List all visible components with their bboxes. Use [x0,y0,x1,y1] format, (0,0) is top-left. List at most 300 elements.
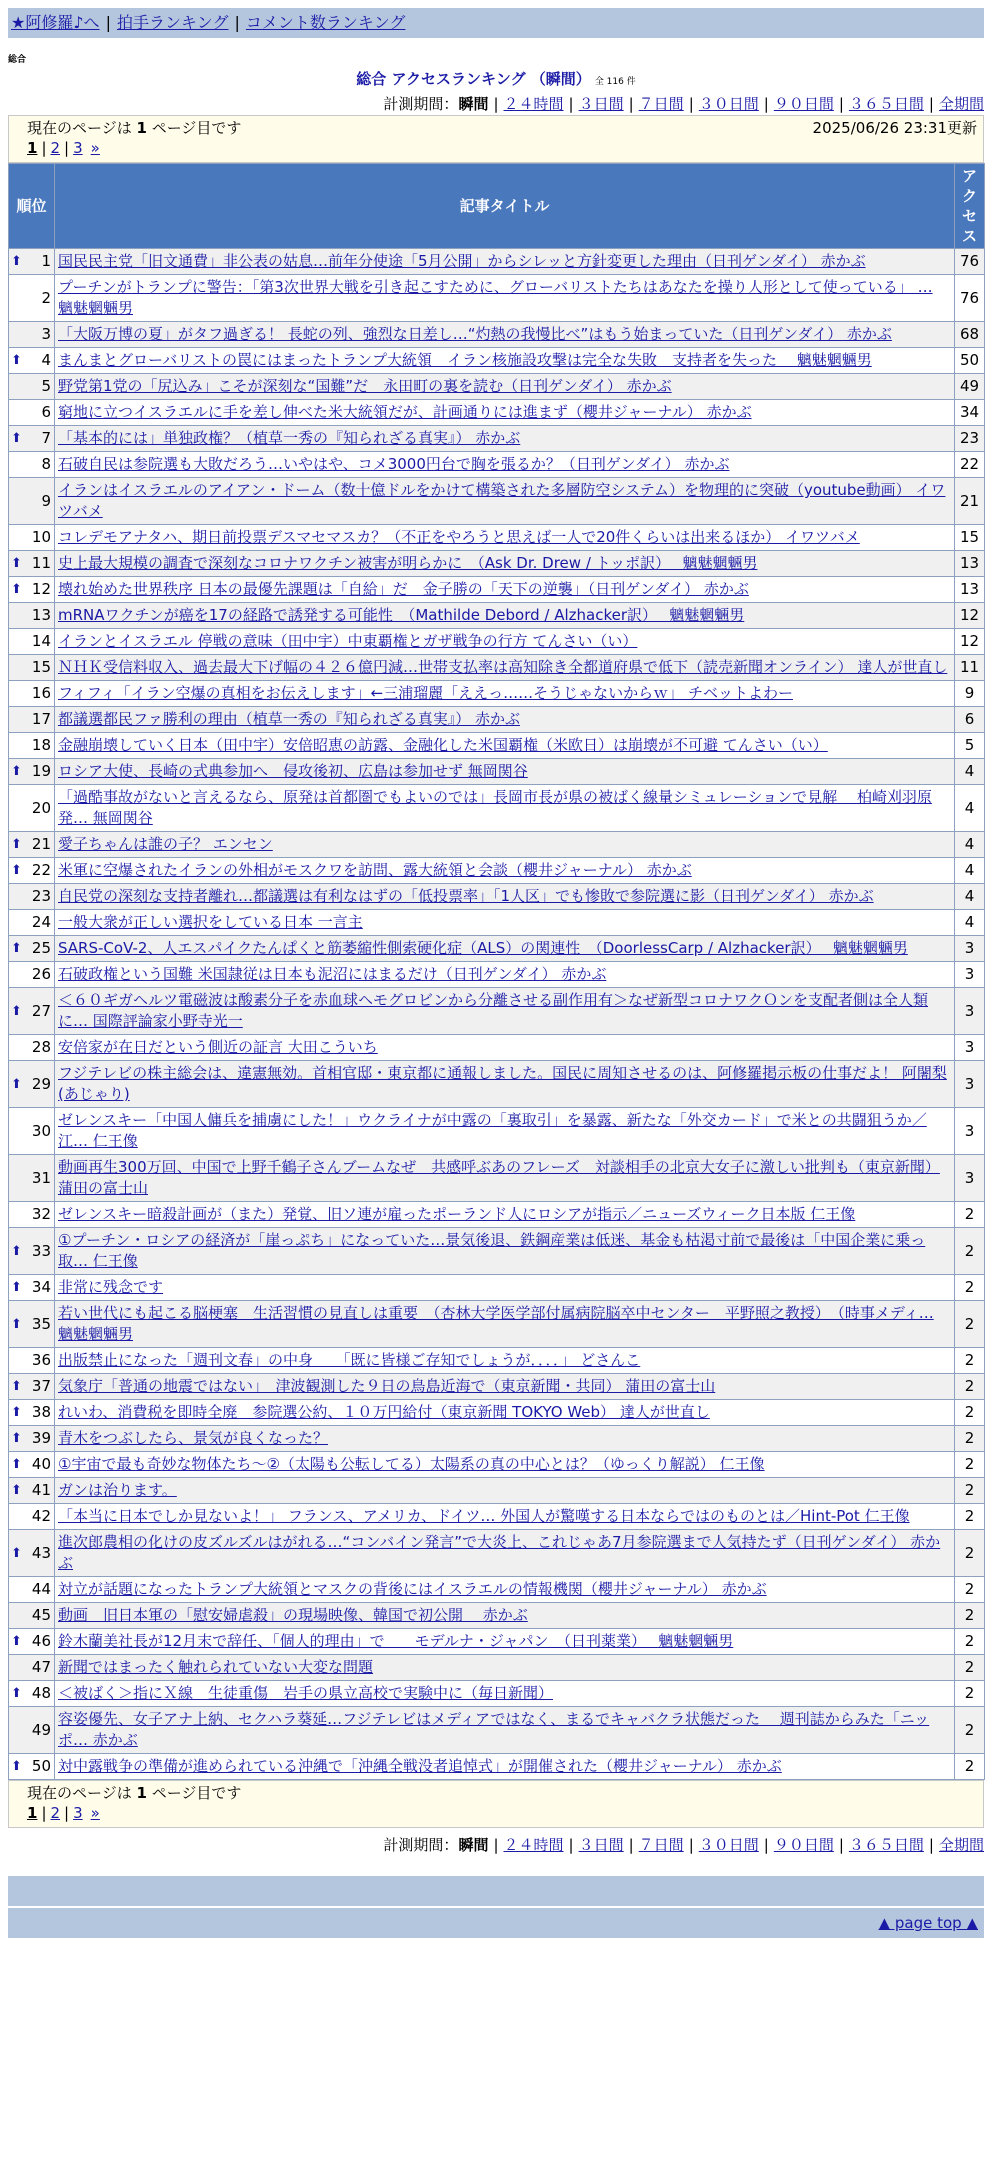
access-count: 9 [955,681,985,707]
title-cell [55,603,955,629]
article-title-link[interactable]: 非常に残念です [58,1278,164,1296]
table-row [9,1504,985,1530]
title-cell [55,525,955,551]
access-count: 4 [955,759,985,785]
title-cell [55,1275,955,1301]
rank-up-arrow-icon: ⬆ [11,1431,22,1446]
current-page-number: 1 [136,119,147,137]
article-title-link[interactable]: 動画 旧日本軍の「慰安婦虐殺」の現場映像、韓国で初公開 赤かぶ [58,1606,528,1624]
table-row [9,1275,985,1301]
period-current: 瞬間 [458,1836,489,1854]
period-label: 計測期間： [383,95,459,113]
access-count: 2 [955,1228,985,1275]
access-count: 2 [955,1275,985,1301]
rank-up-arrow-icon: ⬆ [11,582,22,597]
access-count: 34 [955,400,985,426]
bottom-bar [8,1876,984,1906]
article-title-link[interactable]: 米軍に空爆されたイランの外相がモスクワを訪問、露大統領と会談（櫻井ジャーナル） 赤かぶ [58,861,692,879]
rank-cell [9,681,55,707]
access-count: 2 [955,1530,985,1577]
article-title-link[interactable]: ①プーチン・ロシアの経済が「崖っぷち」になっていた…景気後退、鉄鋼産業は低迷、基金も枯渇寸前で最後は「中国企業に乗っ取… 仁王像 [58,1231,926,1270]
rank-cell [9,1754,55,1780]
rank-cell [9,1603,55,1629]
article-title-link[interactable]: まんまとグローバリストの罠にはまったトランプ大統領 イラン核施設攻撃は完全な失敗 支持者を失った 魑魅魍魎男 [58,351,872,369]
article-title-link[interactable]: コレデモアナタハ、期日前投票デスマセマスカ？（不正をやろうと思えば一人で20件くらいは出来るほか） イワツバメ [58,528,860,546]
current-page-text [27,118,241,138]
table-row [9,525,985,551]
rank-number: 32 [31,1205,51,1223]
access-count: 50 [955,348,985,374]
page-top-link[interactable]: ▲ page top ▲ [878,1914,978,1932]
article-title-link[interactable]: フィフィ「イラン空爆の真相をお伝えします」←三浦瑠麗「ええっ……そうじゃないからｗ」 チベットよわー [58,684,793,702]
rank-up-arrow-icon: ⬆ [11,1316,22,1332]
access-count: 12 [955,603,985,629]
rank-cell [9,1629,55,1655]
period-link[interactable]: ７日間 [638,1836,684,1854]
article-title-link[interactable]: 自民党の深刻な支持者離れ…都議選は有利なはずの「低投票率」「1人区」でも惨敗で参院選に影（日刊ゲンダイ） 赤かぶ [58,887,874,905]
rank-cell [9,400,55,426]
title-cell [55,884,955,910]
pagination-next[interactable]: » [90,139,100,157]
rank-cell [9,707,55,733]
table-row [9,759,985,785]
nav-separator: | [105,13,111,32]
rank-cell [9,1707,55,1754]
rank-number: 16 [31,684,51,702]
article-title-link[interactable]: 一般大衆が正しい選択をしている日本 一言主 [58,913,363,931]
current-page-suffix: ページ目です [146,119,242,137]
period-separator: | [628,1836,634,1854]
table-row [9,832,985,858]
article-title-link[interactable]: 石破政権という国難 米国隷従は日本も泥沼にはまるだけ（日刊ゲンダイ） 赤かぶ [58,965,607,983]
access-count: 2 [955,1301,985,1348]
rank-cell [9,1426,55,1452]
title-cell [55,1228,955,1275]
access-count: 3 [955,1061,985,1108]
table-row [9,1228,985,1275]
rank-up-arrow-icon: ⬆ [11,1379,22,1394]
article-title-link[interactable]: 壊れ始めた世界秩序 日本の最優先課題は「自給」だ 金子勝の「天下の逆襲」（日刊ゲンダイ） 赤かぶ [58,580,749,598]
title-cell [55,1061,955,1108]
table-row [9,733,985,759]
period-link[interactable]: ９０日間 [773,95,834,113]
rank-up-arrow-icon: ⬆ [11,941,22,956]
period-link[interactable]: ３６５日間 [848,95,924,113]
rank-number: 35 [31,1314,51,1333]
access-count: 6 [955,707,985,733]
pagination-next[interactable]: » [90,1804,100,1822]
table-row [9,1426,985,1452]
period-link[interactable]: ３日間 [578,95,624,113]
access-count: 3 [955,936,985,962]
rank-cell [9,1202,55,1228]
table-row [9,936,985,962]
period-link[interactable]: ３０日間 [698,1836,759,1854]
rank-number: 4 [41,351,51,369]
rank-number: 39 [31,1429,51,1447]
rank-number: 13 [31,606,51,624]
access-count: 76 [955,275,985,322]
access-count: 3 [955,1155,985,1202]
access-count: 3 [955,962,985,988]
table-row [9,1707,985,1754]
article-title-link[interactable]: ①宇宙で最も奇妙な物体たち～②（太陽も公転してる）太陽系の真の中心とは？（ゆっくり解説） 仁王像 [58,1455,765,1473]
rank-cell [9,1035,55,1061]
table-header-row [9,164,985,249]
access-count: 2 [955,1681,985,1707]
period-separator: | [568,1836,574,1854]
comment-ranking-link[interactable]: コメント数ランキング [245,13,406,32]
rank-cell [9,1681,55,1707]
access-count: 2 [955,1348,985,1374]
rank-up-arrow-icon: ⬆ [11,1545,22,1561]
period-separator: | [688,1836,694,1854]
rank-cell [9,1275,55,1301]
header-access: アクセス [955,164,985,249]
ranking-table [8,163,985,1780]
rank-number: 12 [31,580,51,598]
title-cell [55,733,955,759]
rank-number: 23 [31,887,51,905]
rank-cell [9,1301,55,1348]
table-row [9,1301,985,1348]
table-row [9,452,985,478]
period-label: 計測期間： [383,1836,459,1854]
pagination-link[interactable]: 3 [73,139,83,157]
period-link[interactable]: 全期間 [938,95,984,113]
period-link[interactable]: ３６５日間 [848,1836,924,1854]
article-title-link[interactable]: 容姿優先、女子アナ上納、セクハラ葵延…フジテレビはメディアではなく、まるでキャバクラ状態だった 週刊誌からみた「ニッポ… 赤かぶ [58,1710,930,1749]
title-cell [55,1629,955,1655]
rank-up-arrow-icon: ⬆ [11,863,22,878]
rank-cell [9,988,55,1035]
article-title-link[interactable]: イランはイスラエルのアイアン・ドーム（数十億ドルをかけて構築された多層防空システム）を物理的に突破（youtube動画） イワツバメ [58,481,946,520]
title-cell [55,858,955,884]
title-cell [55,1301,955,1348]
article-title-link[interactable]: イランとイスラエル 停戦の意味（田中宇）中東覇権とガザ戦争の行方 てんさい（い） [58,632,638,650]
title-cell [55,936,955,962]
ranking-table-body [9,249,985,1780]
access-count: 4 [955,832,985,858]
current-page-prefix: 現在のページは [27,119,137,137]
period-separator: | [493,1836,499,1854]
rank-number: 19 [31,762,51,780]
pagination-separator: | [41,139,47,157]
access-count: 76 [955,249,985,275]
rank-number: 33 [31,1241,51,1260]
period-separator: | [763,1836,769,1854]
title-cell [55,400,955,426]
rank-number: 40 [31,1455,51,1473]
pagination-link[interactable]: 2 [50,139,61,157]
rank-cell [9,858,55,884]
table-row [9,1655,985,1681]
rank-number: 31 [31,1168,51,1187]
rank-cell [9,832,55,858]
rank-number: 27 [31,1001,51,1020]
table-row [9,1530,985,1577]
access-count: 13 [955,577,985,603]
rank-cell [9,551,55,577]
rank-number: 36 [31,1351,51,1369]
access-count: 68 [955,322,985,348]
period-separator: | [568,95,574,113]
rank-up-arrow-icon: ⬆ [11,837,22,852]
article-title-link[interactable]: 窮地に立つイスラエルに手を差し伸べた米大統領だが、計画通りには進まず（櫻井ジャーナル） 赤かぶ [58,403,752,421]
article-title-link[interactable]: ゼレンスキー暗殺計画が（また）発覚、旧ソ連が雇ったポーランド人にロシアが指示／ニューズウィーク日本版 仁王像 [58,1205,856,1223]
rank-up-arrow-icon: ⬆ [11,353,22,368]
rank-number: 15 [31,658,51,676]
period-link[interactable]: ２４時間 [503,95,564,113]
page-status-row [27,1783,977,1803]
period-link[interactable]: ２４時間 [503,1836,564,1854]
article-title-link[interactable]: 鈴木蘭美社長が12月末で辞任、「個人的理由」で モデルナ・ジャパン （日刊薬業） 魑魅魍魎男 [58,1632,734,1650]
article-title-link[interactable]: 「本当に日本でしか見ないよ！」 フランス、アメリカ、ドイツ… 外国人が驚嘆する日本ならではのものとは／Hint-Pot 仁王像 [58,1507,910,1525]
rank-cell [9,322,55,348]
article-title-link[interactable]: 対立が話題になったトランプ大統領とマスクの背後にはイスラエルの情報機関（櫻井ジャーナル） 赤かぶ [58,1580,767,1598]
title-cell [55,1530,955,1577]
header-rank: 順位 [9,164,55,249]
nav-separator: | [234,13,240,32]
access-count: 2 [955,1754,985,1780]
article-title-link[interactable]: フジテレビの株主総会は、違憲無効。首相官邸・東京都に通報しました。国民に周知させるのは、阿修羅掲示板の仕事だよ！ 阿闍梨(あじゃり) [58,1064,947,1103]
access-count: 3 [955,1108,985,1155]
article-title-link[interactable]: 都議選都民ファ勝利の理由（植草一秀の『知られざる真実』） 赤かぶ [58,710,520,728]
title-cell [55,374,955,400]
rank-number: 24 [31,913,51,931]
access-count: 22 [955,452,985,478]
page-status-row [27,118,977,138]
article-title-link[interactable]: 対中露戦争の準備が進められている沖縄で「沖縄全戦没者追悼式」が開催された（櫻井ジャーナル） 赤かぶ [58,1757,782,1775]
article-title-link[interactable]: 野党第1党の「尻込み」こそが深刻な“国難”だ 永田町の裏を読む（日刊ゲンダイ） 赤かぶ [58,377,672,395]
article-title-link[interactable]: 新聞ではまったく触れられていない大変な問題 [58,1658,374,1676]
title-cell [55,832,955,858]
title-cell [55,1577,955,1603]
rank-cell [9,1061,55,1108]
ranking-title-text: 総合 アクセスランキング （瞬間） [356,70,591,88]
access-count: 4 [955,858,985,884]
rank-cell [9,962,55,988]
access-count: 21 [955,478,985,525]
period-link[interactable]: ７日間 [638,95,684,113]
pagination-current: 1 [27,139,38,157]
rank-cell [9,249,55,275]
table-row [9,785,985,832]
access-count: 3 [955,988,985,1035]
rank-up-arrow-icon: ⬆ [11,556,22,571]
pagination [27,1803,977,1823]
article-title-link[interactable]: 「大阪万博の夏」がタフ過ぎる！ 長蛇の列、強烈な日差し…“灼熱の我慢比べ”はもう始まっていた（日刊ゲンダイ） 赤かぶ [58,325,892,343]
current-page-number: 1 [136,1784,147,1802]
rank-cell [9,1478,55,1504]
article-title-link[interactable]: 若い世代にも起こる脳梗塞 生活習慣の見直しは重要 （杏林大学医学部付属病院脳卒中センター 平野照之教授） （時事メディ… 魑魅魍魎男 [58,1304,934,1343]
rank-cell [9,1374,55,1400]
table-row [9,1108,985,1155]
rank-cell [9,275,55,322]
article-title-link[interactable]: SARS-CoV-2、人エスパイクたんぱくと筋萎縮性側索硬化症（ALS）の関連性 （DoorlessCarp / Alzhacker訳） 魑魅魍魎男 [58,939,908,957]
rank-number: 14 [31,632,51,650]
period-separator: | [838,95,844,113]
title-cell [55,785,955,832]
access-count: 5 [955,733,985,759]
access-count: 2 [955,1426,985,1452]
title-cell [55,1108,955,1155]
table-row [9,603,985,629]
rank-number: 34 [31,1278,51,1296]
rank-number: 45 [31,1606,51,1624]
access-count: 23 [955,426,985,452]
table-row [9,1155,985,1202]
access-count: 2 [955,1655,985,1681]
article-title-link[interactable]: 動画再生300万回、中国で上野千鶴子さんブームなぜ 共感呼ぶあのフレーズ 対談相手の北京大女子に激しい批判も（東京新聞） 蒲田の富士山 [58,1158,940,1197]
rank-cell [9,1452,55,1478]
table-row [9,249,985,275]
period-separator: | [928,95,934,113]
rank-up-arrow-icon: ⬆ [11,1405,22,1420]
table-row [9,1629,985,1655]
rank-cell [9,452,55,478]
period-link[interactable]: ３日間 [578,1836,624,1854]
access-count: 2 [955,1629,985,1655]
title-cell [55,322,955,348]
article-title-link[interactable]: プーチンがトランプに警告：「第3次世界大戦を引き起こすために、グローバリストたちはあなたを操り人形として使っている」 … 魑魅魍魎男 [58,278,933,317]
table-row [9,1202,985,1228]
pagination-link[interactable]: 2 [50,1804,61,1822]
table-row [9,1348,985,1374]
rank-number: 42 [31,1507,51,1525]
table-row [9,988,985,1035]
rank-up-arrow-icon: ⬆ [11,764,22,779]
rank-number: 37 [31,1377,51,1395]
rank-number: 3 [41,325,51,343]
title-cell [55,1400,955,1426]
title-cell [55,1374,955,1400]
rank-up-arrow-icon: ⬆ [11,1634,22,1649]
period-separator: | [493,95,499,113]
rank-number: 44 [31,1580,51,1598]
rank-number: 22 [31,861,51,879]
period-selector [8,93,984,115]
table-row [9,374,985,400]
rank-cell [9,426,55,452]
rank-number: 10 [31,528,51,546]
article-title-link[interactable]: ＜６０ギガヘルツ電磁波は酸素分子を赤血球ヘモグロビンから分離させる副作用有＞なぜ新型コロナワクＯンを支配者側は全人類に… 国際評論家小野寺光一 [58,991,929,1030]
article-title-link[interactable]: 安倍家が在日だという側近の証言 大田こういち [58,1038,378,1056]
table-row [9,884,985,910]
article-title-link[interactable]: mRNAワクチンが癌を17の経路で誘発する可能性 （Mathilde Debord / Alzhacker訳） 魑魅魍魎男 [58,606,745,624]
title-cell [55,1426,955,1452]
rank-cell [9,785,55,832]
rank-up-arrow-icon: ⬆ [11,1686,22,1701]
article-title-link[interactable]: ＜被ばく＞指にＸ線 生徒重傷 岩手の県立高校で実験中に（毎日新聞） [58,1684,554,1702]
pagination-link[interactable]: 3 [73,1804,83,1822]
table-row [9,1577,985,1603]
period-link[interactable]: 全期間 [938,1836,984,1854]
rank-cell [9,577,55,603]
rank-cell [9,1228,55,1275]
rank-cell [9,1400,55,1426]
period-separator: | [688,95,694,113]
table-row [9,1035,985,1061]
article-title-link[interactable]: ガンは治ります。 [58,1481,177,1499]
title-cell [55,655,955,681]
article-title-link[interactable]: 出版禁止になった「週刊文春」の中身 「既に皆様ご存知でしょうが．．．．」 どさんこ [58,1351,641,1369]
rank-number: 46 [31,1632,51,1650]
article-title-link[interactable]: 「基本的には」単独政権？（植草一秀の『知られざる真実』） 赤かぶ [58,429,521,447]
access-count: 49 [955,374,985,400]
rank-cell [9,374,55,400]
article-title-link[interactable]: ゼレンスキー「中国人傭兵を捕虜にした！」ウクライナが中露の「裏取引」を暴露、新たな「外交カード」で米との共闘狙うか／江… 仁王像 [58,1111,927,1150]
article-title-link[interactable]: 金融崩壊していく日本（田中宇）安倍昭恵の訪露、金融化した米国覇権（米欧日）は崩壊が不可避 てんさい（い） [58,736,828,754]
access-count: 4 [955,910,985,936]
rank-cell [9,1530,55,1577]
article-title-link[interactable]: 史上最大規模の調査で深刻なコロナワクチン被害が明らかに （Ask Dr. Drew / トッポ訳） 魑魅魍魎男 [58,554,758,572]
article-title-link[interactable]: ロシア大使、長崎の式典参加へ 侵攻後初、広島は参加せず 無岡関谷 [58,762,528,780]
title-cell [55,478,955,525]
article-title-link[interactable]: 青木をつぶしたら、景気が良くなった？ [58,1429,329,1447]
rank-number: 29 [31,1074,51,1093]
rank-cell [9,1504,55,1530]
rank-up-arrow-icon: ⬆ [11,1759,22,1774]
table-row [9,577,985,603]
period-separator: | [628,95,634,113]
article-title-link[interactable]: 国民民主党「旧文通費」非公表の姑息…前年分使途「5月公開」からシレッと方針変更した理由（日刊ゲンダイ） 赤かぶ [58,252,866,270]
title-cell [55,452,955,478]
access-count: 15 [955,525,985,551]
pagination [27,138,977,158]
home-link[interactable]: ★阿修羅♪へ [11,13,100,32]
article-title-link[interactable]: 石破自民は参院選も大敗だろう…いやはや、コメ3000円台で胸を張るか？（日刊ゲンダイ） 赤かぶ [58,455,730,473]
rank-number: 26 [31,965,51,983]
rank-number: 50 [31,1757,51,1775]
rank-number: 8 [41,455,51,473]
page-info-box-bottom [8,1780,984,1828]
ranking-title [8,68,984,93]
article-title-link[interactable]: れいわ、消費税を即時全廃 参院選公約、１０万円給付（東京新聞 TOKYO Web） 達人が世直し [58,1403,710,1421]
article-title-link[interactable]: ＮＨＫ受信料収入、過去最大下げ幅の４２６億円減…世帯支払率は高知除き全都道府県で低下（読売新聞オンライン） 達人が世直し [58,658,948,676]
rank-number: 1 [41,252,51,270]
period-link[interactable]: ９０日間 [773,1836,834,1854]
title-cell [55,551,955,577]
rank-cell [9,759,55,785]
applause-ranking-link[interactable]: 拍手ランキング [116,13,229,32]
period-current: 瞬間 [458,95,489,113]
article-title-link[interactable]: 「過酷事故がないと言えるなら、原発は首都圏でもよいのでは」長岡市長が県の被ばく線量シミュレーションで見解 柏崎刈羽原発… 無岡関谷 [58,788,932,827]
rank-number: 17 [31,710,51,728]
rank-number: 20 [31,798,51,817]
table-row [9,478,985,525]
access-count: 2 [955,1400,985,1426]
pagination-separator: | [41,1804,47,1822]
title-cell [55,1504,955,1530]
table-row [9,275,985,322]
article-title-link[interactable]: 進次郎農相の化けの皮ズルズルはがれる…“コンバイン発言”で大炎上、これじゃあ7月参院選まで人気持たず（日刊ゲンダイ） 赤かぶ [58,1533,941,1572]
table-row [9,1478,985,1504]
table-row [9,629,985,655]
rank-number: 48 [31,1684,51,1702]
article-title-link[interactable]: 気象庁「普通の地震ではない」 津波観測した９日の鳥島近海で（東京新聞・共同） 蒲田の富士山 [58,1377,716,1395]
article-title-link[interactable]: 愛子ちゃんは誰の子？ エンセン [58,835,273,853]
rank-number: 18 [31,736,51,754]
rank-number: 9 [41,491,51,510]
rank-number: 2 [41,288,51,307]
rank-cell [9,1348,55,1374]
period-link[interactable]: ３０日間 [698,95,759,113]
rank-number: 5 [41,377,51,395]
page-info-box [8,115,984,163]
rank-cell [9,603,55,629]
title-cell [55,1707,955,1754]
